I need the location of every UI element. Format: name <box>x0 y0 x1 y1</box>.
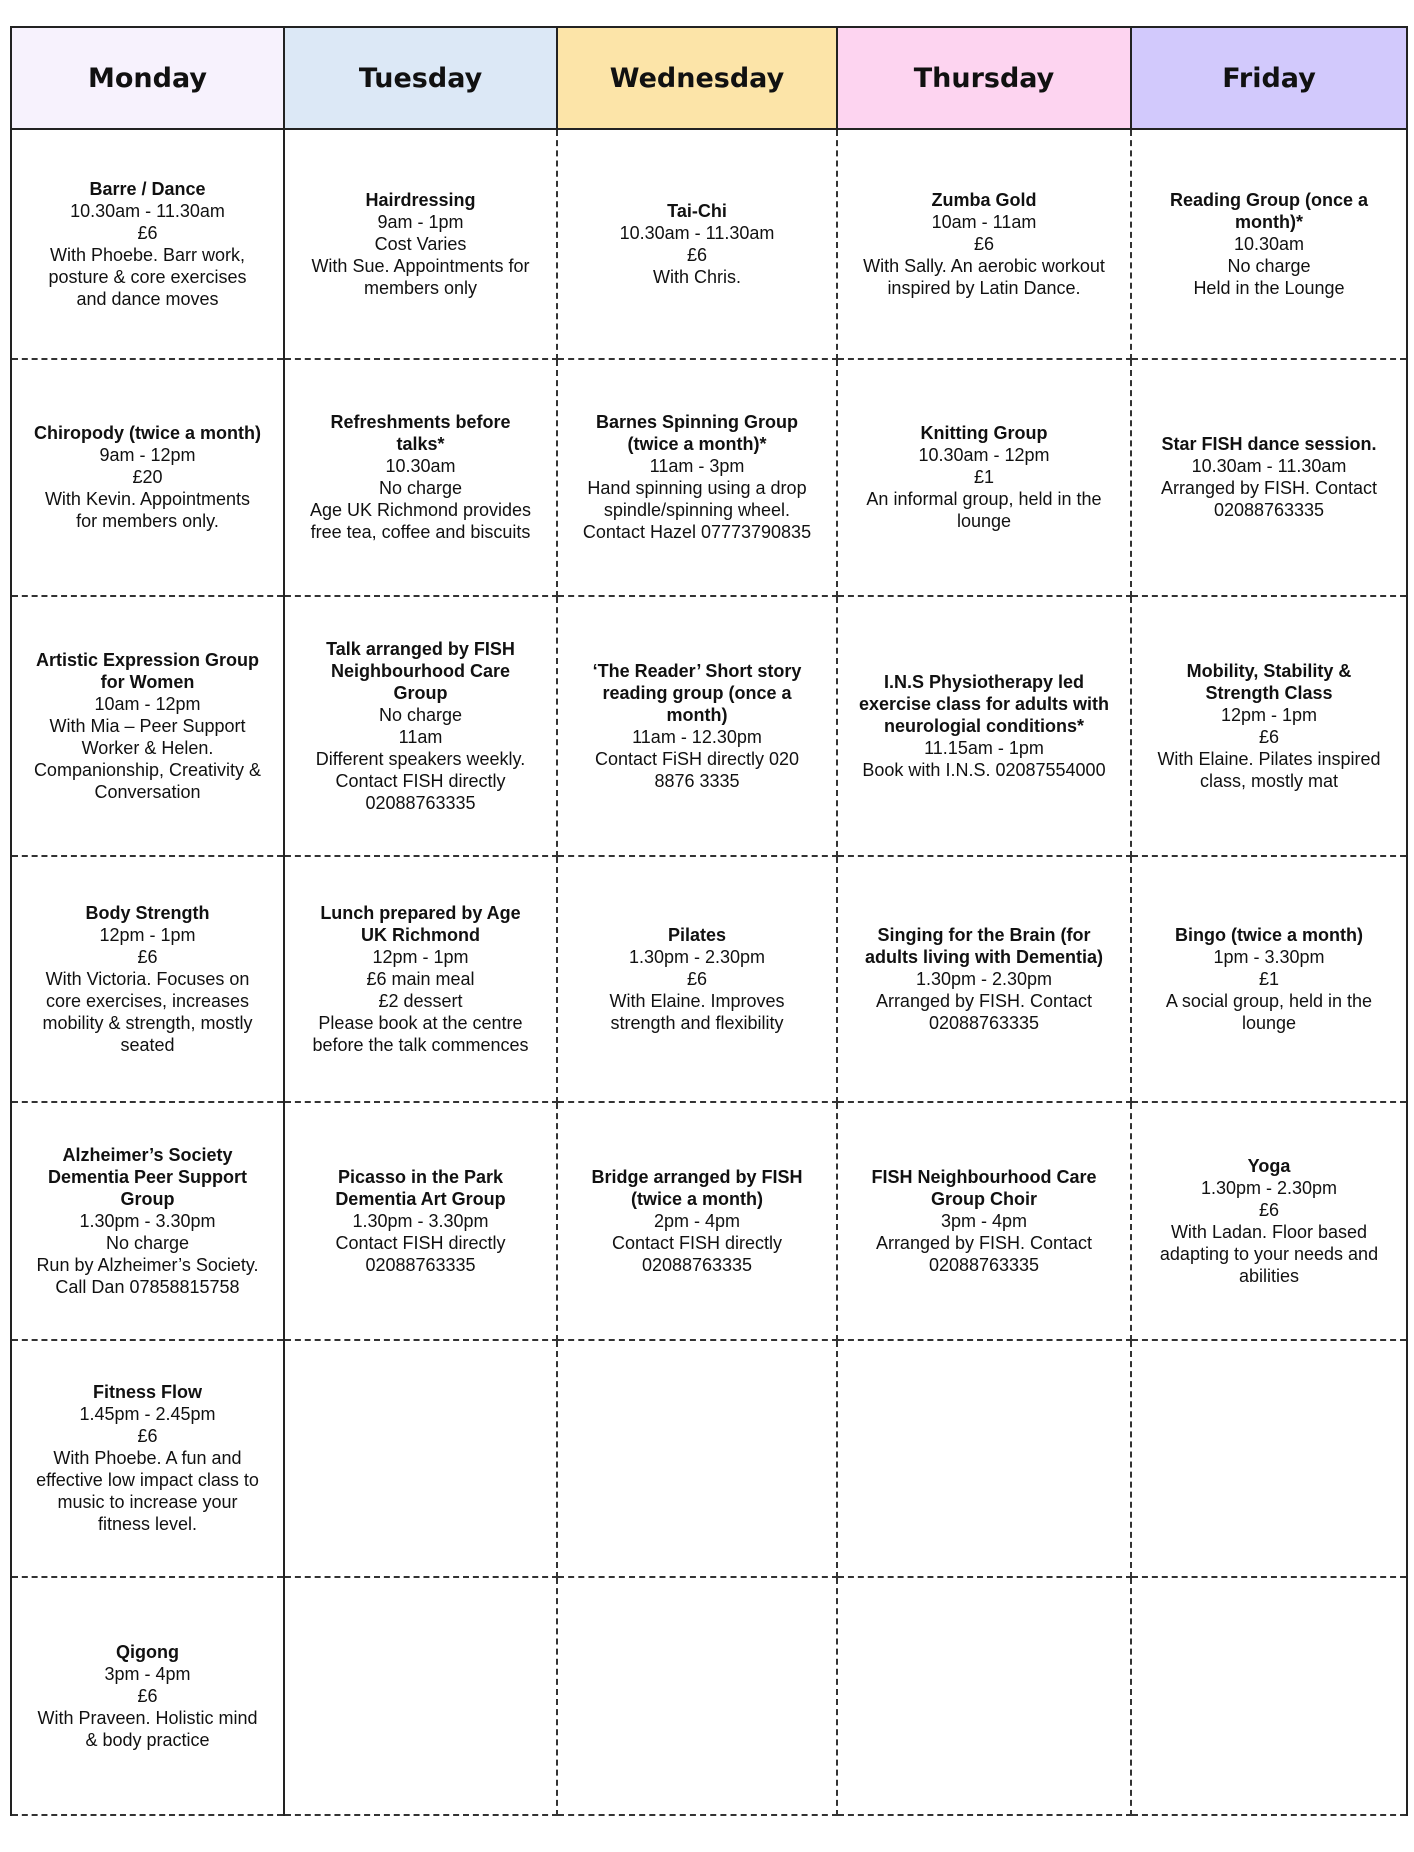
timetable-row <box>11 1340 1407 1578</box>
day-header-tuesday: Tuesday <box>284 27 557 129</box>
timetable-row <box>11 596 1407 856</box>
activity-title: Pilates <box>667 925 727 946</box>
activity-detail: Cost Varies <box>374 233 467 254</box>
activity-title: Barnes Spinning Group (twice a month)* <box>595 412 798 455</box>
activity-title: Picasso in the Park Dementia Art Group <box>335 1166 506 1209</box>
activity-detail: No charge <box>378 478 463 499</box>
activity-detail: 10.30am - 11.30am <box>619 222 775 243</box>
activity-detail: No charge <box>105 1232 190 1253</box>
activity-detail: A social group, held in the lounge <box>1165 991 1373 1034</box>
timetable-row <box>11 1102 1407 1340</box>
activity-detail: Contact FISH directly 02088763335 <box>611 1232 783 1275</box>
activity-cell-thursday <box>837 129 1131 359</box>
activity-detail: 1.30pm - 2.30pm <box>1200 1177 1338 1198</box>
empty-cell <box>557 1340 837 1578</box>
activity-title: Tai-Chi <box>667 200 727 221</box>
activity-title: Alzheimer’s Society Dementia Peer Support Group <box>47 1144 248 1209</box>
activity-detail: 10.30am - 11.30am <box>70 200 225 221</box>
activity-detail: 10.30am - 12pm <box>918 445 1050 466</box>
day-header-wednesday: Wednesday <box>557 27 837 129</box>
activity-title: Body Strength <box>85 903 210 924</box>
activity-detail: With Chris. <box>652 266 741 287</box>
activity-detail: Run by Alzheimer’s Society. Call Dan 07858815758 <box>36 1254 259 1297</box>
activity-cell-thursday <box>837 856 1131 1102</box>
activity-detail: 10am - 11am <box>931 211 1037 232</box>
activity-cell-tuesday <box>284 1102 557 1340</box>
activity-title: Barre / Dance <box>89 178 206 199</box>
activity-detail: With Sue. Appointments for members only <box>311 255 530 298</box>
activity-detail: 10am - 12pm <box>94 694 201 715</box>
day-header-thursday: Thursday <box>837 27 1131 129</box>
activity-detail: With Ladan. Floor based adapting to your needs and abilities <box>1159 1221 1379 1286</box>
timetable-row <box>11 129 1407 359</box>
activity-detail: 9am - 12pm <box>99 445 196 466</box>
activity-title: Bridge arranged by FISH (twice a month) <box>591 1166 803 1209</box>
activity-title: ‘The Reader’ Short story reading group (once a month) <box>592 661 802 726</box>
day-header-row <box>11 27 1407 129</box>
activity-cell-monday <box>11 359 284 597</box>
activity-cell-tuesday <box>284 359 557 597</box>
activity-detail: 1.30pm - 2.30pm <box>628 947 766 968</box>
timetable-row <box>11 359 1407 597</box>
empty-cell <box>557 1577 837 1815</box>
activity-detail: £6 <box>973 233 995 254</box>
activity-detail: Please book at the centre before the talk commences <box>312 1013 529 1056</box>
activity-detail: 11am - 12.30pm <box>632 727 762 748</box>
activity-cell-monday <box>11 1102 284 1340</box>
activity-title: Artistic Expression Group for Women <box>35 650 260 693</box>
activity-detail: £1 <box>1258 969 1280 990</box>
activity-cell-friday <box>1131 1102 1407 1340</box>
activity-title: Reading Group (once a month)* <box>1169 189 1369 232</box>
activity-detail: With Mia – Peer Support Worker & Helen. Companionship, Creativity & Conversation <box>33 716 262 803</box>
weekly-timetable <box>10 26 1408 1816</box>
activity-cell-monday <box>11 129 284 359</box>
activity-detail: Contact FISH directly 02088763335 <box>335 1232 506 1275</box>
activity-title: Talk arranged by FISH Neighbourhood Care Group <box>326 639 515 704</box>
activity-detail: With Victoria. Focuses on core exercises, increases mobility & strength, mostly seated <box>42 969 253 1056</box>
activity-title: Hairdressing <box>365 189 476 210</box>
activity-cell-wednesday <box>557 359 837 597</box>
activity-detail: £6 <box>137 222 158 243</box>
activity-title: Singing for the Brain (for adults living with Dementia) <box>864 925 1104 968</box>
activity-detail: £6 <box>686 244 708 265</box>
day-header-friday: Friday <box>1131 27 1407 129</box>
activity-detail: £6 main meal <box>366 969 475 990</box>
activity-detail: £6 <box>137 1426 158 1447</box>
activity-detail: £1 <box>973 467 995 488</box>
activity-title: FISH Neighbourhood Care Group Choir <box>871 1166 1097 1209</box>
activity-detail: 1.30pm - 2.30pm <box>915 969 1053 990</box>
activity-cell-wednesday <box>557 856 837 1102</box>
activity-detail: With Sally. An aerobic workout inspired by Latin Dance. <box>863 255 1105 298</box>
activity-detail: Different speakers weekly. Contact FISH directly 02088763335 <box>315 749 526 814</box>
activity-cell-friday <box>1131 596 1407 856</box>
activity-detail: £6 <box>1258 1199 1280 1220</box>
timetable-row <box>11 1577 1407 1815</box>
empty-cell <box>1131 1340 1407 1578</box>
activity-detail: 1.45pm - 2.45pm <box>79 1404 216 1425</box>
activity-detail: 10.30am <box>385 456 456 477</box>
activity-cell-monday <box>11 1340 284 1578</box>
activity-detail: 3pm - 4pm <box>940 1210 1028 1231</box>
empty-cell <box>284 1340 557 1578</box>
activity-cell-monday <box>11 596 284 856</box>
day-header-monday: Monday <box>11 27 284 129</box>
activity-detail: With Phoebe. Barr work, posture & core exercises and dance moves <box>48 244 247 309</box>
activity-detail: With Phoebe. A fun and effective low impact class to music to increase your fitness level. <box>36 1448 259 1535</box>
activity-detail: Age UK Richmond provides free tea, coffee and biscuits <box>309 500 532 543</box>
activity-detail: 10.30am - 11.30am <box>1191 456 1347 477</box>
activity-cell-wednesday <box>557 596 837 856</box>
empty-cell <box>284 1577 557 1815</box>
activity-title: Fitness Flow <box>92 1382 202 1403</box>
activity-title: Zumba Gold <box>931 189 1037 210</box>
activity-detail: 12pm - 1pm <box>99 925 196 946</box>
activity-detail: £20 <box>132 467 163 488</box>
activity-detail: Hand spinning using a drop spindle/spinning wheel. Contact Hazel 07773790835 <box>582 478 812 543</box>
activity-detail: £6 <box>1258 727 1280 748</box>
activity-cell-tuesday <box>284 856 557 1102</box>
activity-detail: With Elaine. Pilates inspired class, mostly mat <box>1157 749 1381 792</box>
activity-detail: 11am <box>398 727 443 748</box>
activity-cell-thursday <box>837 359 1131 597</box>
activity-cell-thursday <box>837 596 1131 856</box>
activity-cell-tuesday <box>284 596 557 856</box>
activity-title: Star FISH dance session. <box>1161 434 1377 455</box>
activity-title: Yoga <box>1247 1155 1291 1176</box>
activity-detail: With Elaine. Improves strength and flexibility <box>609 991 785 1034</box>
activity-cell-friday <box>1131 856 1407 1102</box>
activity-detail: £6 <box>686 969 708 990</box>
activity-detail: 10.30am <box>1233 233 1305 254</box>
empty-cell <box>1131 1577 1407 1815</box>
activity-detail: 11.15am - 1pm <box>924 738 1044 759</box>
activity-detail: £6 <box>137 947 158 968</box>
activity-cell-friday <box>1131 129 1407 359</box>
activity-detail: With Kevin. Appointments for members only. <box>44 489 251 532</box>
activity-cell-thursday <box>837 1102 1131 1340</box>
activity-cell-monday <box>11 856 284 1102</box>
activity-title: Mobility, Stability & Strength Class <box>1186 661 1352 704</box>
activity-detail: An informal group, held in the lounge <box>866 489 1102 532</box>
activity-detail: 11am - 3pm <box>649 456 745 477</box>
timetable-body <box>11 129 1407 1815</box>
activity-detail: £6 <box>137 1686 158 1707</box>
activity-detail: With Praveen. Holistic mind & body practice <box>37 1708 258 1751</box>
activity-detail: 12pm - 1pm <box>372 947 469 968</box>
activity-detail: Held in the Lounge <box>1193 277 1345 298</box>
activity-detail: No charge <box>378 705 463 726</box>
empty-cell <box>837 1340 1131 1578</box>
activity-title: Knitting Group <box>920 423 1048 444</box>
activity-detail: 2pm - 4pm <box>653 1210 741 1231</box>
activity-detail: Arranged by FISH. Contact 02088763335 <box>875 1232 1093 1275</box>
activity-detail: Arranged by FISH. Contact 02088763335 <box>1160 478 1378 521</box>
activity-title: Refreshments before talks* <box>330 412 511 455</box>
activity-title: Bingo (twice a month) <box>1175 925 1363 946</box>
activity-detail: Book with I.N.S. 02087554000 <box>862 760 1106 781</box>
activity-cell-wednesday <box>557 1102 837 1340</box>
activity-cell-wednesday <box>557 129 837 359</box>
empty-cell <box>837 1577 1131 1815</box>
activity-detail: 3pm - 4pm <box>104 1664 191 1685</box>
activity-detail: No charge <box>1227 255 1311 276</box>
activity-detail: 1.30pm - 3.30pm <box>79 1210 216 1231</box>
activity-title: Lunch prepared by Age UK Richmond <box>320 903 521 946</box>
activity-cell-friday <box>1131 359 1407 597</box>
timetable-row <box>11 856 1407 1102</box>
activity-cell-tuesday <box>284 129 557 359</box>
activity-detail: 12pm - 1pm <box>1220 705 1318 726</box>
activity-title: I.N.S Physiotherapy led exercise class for adults with neurologial conditions* <box>858 672 1110 737</box>
activity-title: Chiropody (twice a month) <box>34 423 261 444</box>
activity-detail: 9am - 1pm <box>377 211 464 232</box>
activity-title: Qigong <box>116 1642 179 1663</box>
activity-detail: 1pm - 3.30pm <box>1213 947 1325 968</box>
activity-cell-monday <box>11 1577 284 1815</box>
activity-detail: £2 dessert <box>378 991 463 1012</box>
activity-detail: Contact FiSH directly 020 8876 3335 <box>594 749 800 792</box>
activity-detail: 1.30pm - 3.30pm <box>352 1210 489 1231</box>
activity-detail: Arranged by FISH. Contact 02088763335 <box>875 991 1093 1034</box>
